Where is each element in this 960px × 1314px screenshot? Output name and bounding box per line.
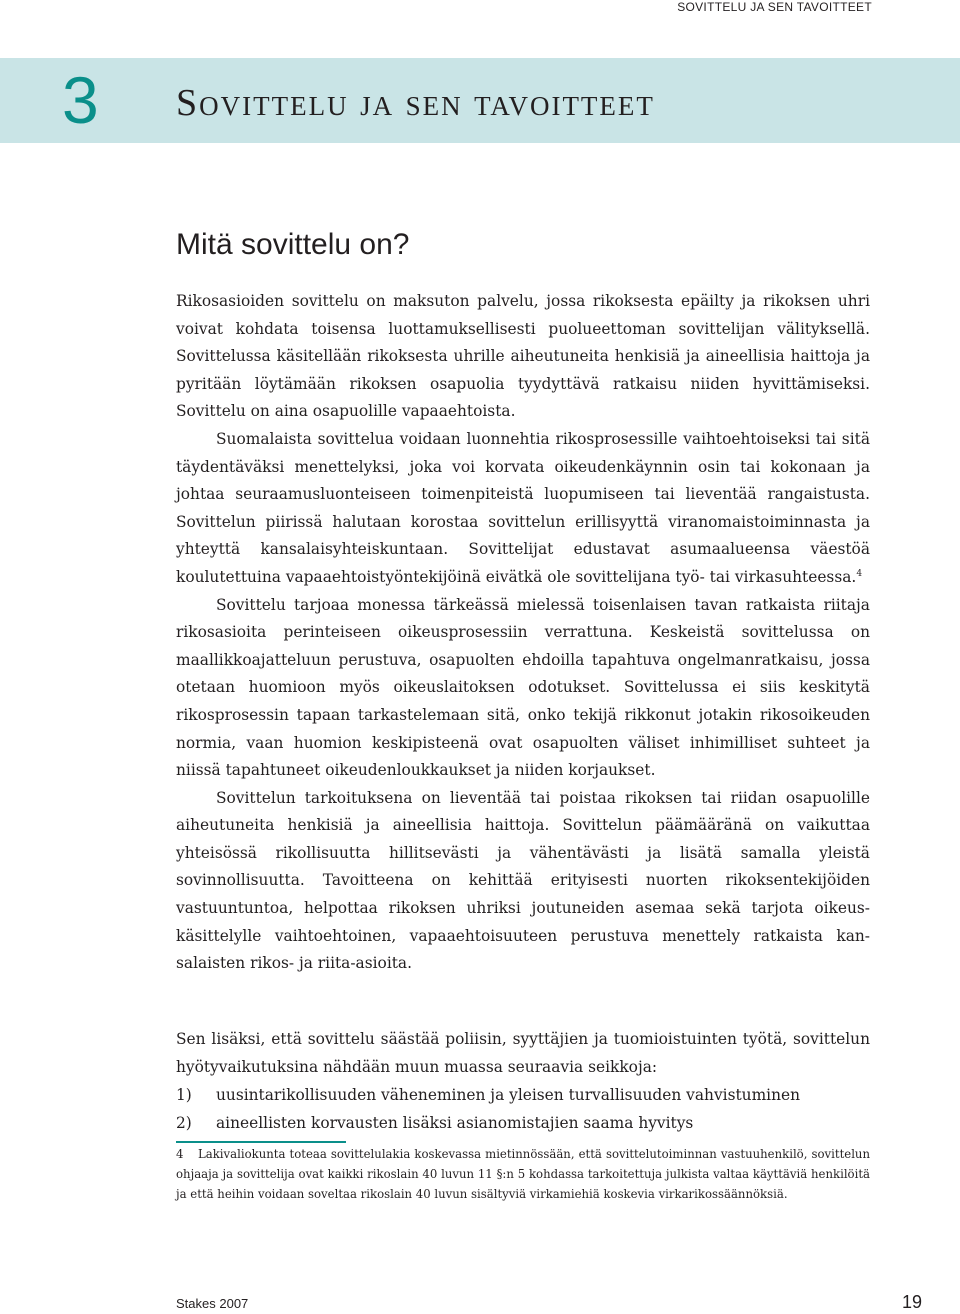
- paragraph-3: Sovittelu tarjoaa monessa tärkeässä mielessä toisenlaisen tavan ratkaista riitaja rikosasioita perinteiseen oikeusprosessiin verrattuna. Keskeistä sovittelussa on maallikkoajatteluun perustuva, osapuolten ehdoilla tapahtuva ongelmanratkaisu, jossa otetaan huomioon myös oikeuslaitoksen odotukset. Sovittelussa ei siis keskitytä rikosprosessin tapaan tarkastelemaan sitä, onko tekijä rikkonut jotakin rikosoikeuden normia, vaan huomion keskipisteenä ovat osapuolten väliset inhimilliset suhteet ja niissä tapahtuneet oikeudenloukkaukset ja niiden korjaukset.: [176, 595, 870, 780]
- list-intro: [176, 1026, 870, 1081]
- chapter-number: 3: [62, 63, 99, 137]
- list-item-number: 2): [176, 1113, 192, 1132]
- benefits-list: [176, 1082, 870, 1137]
- paragraph-2-text: Suomalaista sovittelua voidaan luonnehtia rikosprosessille vaihtoehtoiseksi tai sitä täydentäväksi menettelyksi, joka voi korvata oikeudenkäynnin osin tai kokonaan ja johtaa seuraamusluonteiseen toimenpiteistä luopumiseen tai lieventää rangaistusta. Sovittelun piirissä halutaan korostaa sovittelun erillisyyttä viranomaistoiminnasta ja yhteyttä kansalaisyhteiskuntaan. Sovittelijat edustavat asumaalueensa väestöä koulutettuina vapaaehtoistyöntekijöinä eivätkä ole sovittelijana työ- tai virkasuhteessa.: [176, 429, 870, 586]
- list-item: [176, 1110, 870, 1138]
- footnote-number: 4: [176, 1147, 184, 1161]
- paragraph-1: Rikosasioiden sovittelu on maksuton palvelu, jossa rikoksesta epäilty ja rikoksen uhri voivat kohdata toisensa luottamuksellisesti puolueettoman sovittelijan välityksellä. Sovittelussa käsitellään rikoksesta uhrille aiheutuneita henkisiä ja aineellisia haittoja ja pyritään löytämään rikoksen osapuolia tyydyttävä ratkaisu niiden hyvittämiseksi. Sovittelu on aina osapuolille vapaaehtoista.: [176, 292, 870, 421]
- chapter-title: Sovittelu ja sen tavoitteet: [176, 82, 655, 124]
- footnote-divider: [176, 1141, 346, 1143]
- list-item-text: aineellisten korvausten lisäksi asianomistajien saama hyvitys: [216, 1113, 694, 1132]
- section-heading: Mitä sovittelu on?: [176, 228, 410, 261]
- paragraph-2: [176, 426, 870, 592]
- list-intro-text: Sen lisäksi, että sovittelu säästää poliisin, syyttäjien ja tuomioistuinten työtä, sovittelun hyötyvaikutuksina nähdään muun muassa seuraavia seikkoja:: [176, 1030, 870, 1076]
- paragraph-4: Sovittelun tarkoituksena on lieventää tai poistaa rikoksen tai riidan osapuolille aiheutuneita henkisiä ja aineellisia haittoja. Sovittelun päämääränä on vaikuttaa yhteisössä rikollisuutta hillitsevästi ja vähentävästi ja lisätä samalla yleistä sovinnollisuutta. Tavoitteena on kehittää erityisesti nuorten rikoksentekijöiden vastuuntuntoa, helpottaa rikoksen uhriksi joutuneiden asemaa sekä tarjota oikeuskäsittelylle vaihtoehtoinen, vapaaehtoisuuteen perustuva menettely ratkaista kansalaisten rikos- ja riita-asioita.: [176, 788, 870, 973]
- list-item: [176, 1082, 870, 1110]
- list-item-number: 1): [176, 1086, 192, 1104]
- running-header: SOVITTELU JA SEN TAVOITTEET: [677, 0, 872, 14]
- footer-publisher: Stakes 2007: [176, 1296, 249, 1311]
- footnote-reference: 4: [856, 568, 863, 579]
- footnote: [176, 1144, 870, 1204]
- footnote-text: Lakivaliokunta toteaa sovittelulakia koskevassa mietinnössään, että sovittelutoiminnan vastuuhenkilö, sovittelun ohjaaja ja sovittelija ovat kaikki rikoslain 40 luvun 11 §:n 5 kohdassa tarkoitettuja julkista valtaa käyttäviä henkilöitä ja että heihin voidaan soveltaa rikoslain 40 luvun sisältyviä virkamiehiä koskevia virkarikossäännöksiä.: [176, 1147, 870, 1201]
- list-item-text: uusintarikollisuuden väheneminen ja yleisen turvallisuuden vahvistuminen: [216, 1086, 801, 1104]
- body-text: [176, 288, 870, 978]
- page-number: 19: [901, 1292, 922, 1312]
